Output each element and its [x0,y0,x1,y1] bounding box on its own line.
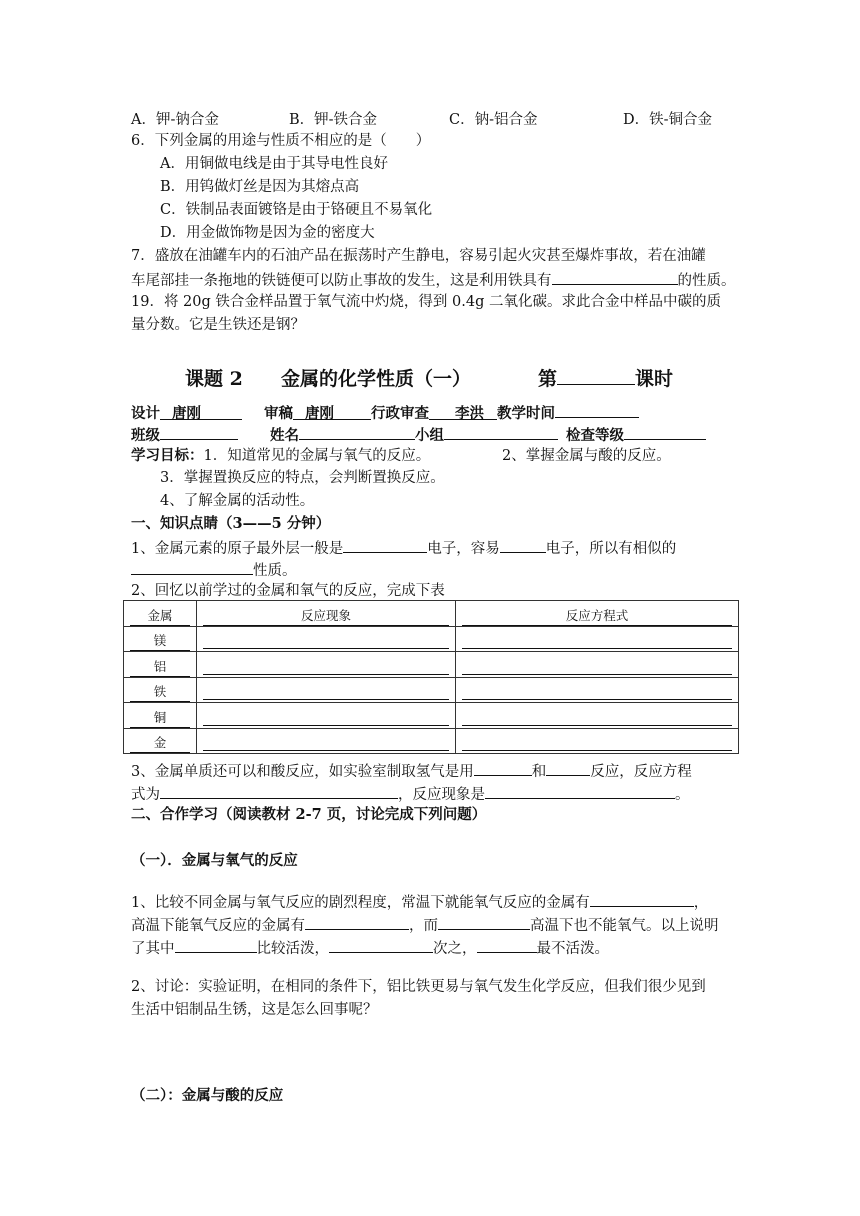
metal-name: 铝 [130,659,190,677]
lesson-period-blank[interactable] [557,366,635,385]
q19-line2: 量分数。它是生铁还是钢？ [131,317,305,333]
metal-name: 金 [130,735,190,753]
q7-blank[interactable] [552,269,678,285]
sec2-q1-blank-4[interactable] [175,937,257,953]
q7-line1: 7．盛放在油罐车内的石油产品在振荡时产生静电，容易引起火灾甚至爆炸事故，若在油罐 [131,248,706,264]
sec2-q2-line2: 生活中铝制品生锈，这是怎么回事呢？ [131,1002,378,1018]
metal-cell [124,728,197,754]
q6-choice-b: B．用钨做灯丝是因为其熔点高 [160,179,360,195]
metal-name: 铁 [130,684,190,702]
admin-value: 李洪 [429,404,497,420]
sec2-q1-text-g: 比较活泼， [256,941,329,957]
time-blank[interactable] [555,402,639,418]
goal-3: 3．掌握置换反应的特点，会判断置换反应。 [160,470,445,486]
lesson-period-label: 第 [538,368,558,390]
answer-line [462,696,732,700]
table-header-cell [456,601,739,627]
p3-text-b: 和 [531,764,547,780]
info-row-1 [131,402,639,424]
sec1-p2: 2、回忆以前学过的金属和氧气的反应，完成下表 [131,583,445,599]
sec2-heading: 二、合作学习（阅读教材 2-7 页，讨论完成下列问题） [131,806,487,823]
lesson-title [185,364,673,391]
equation-cell[interactable] [456,728,739,754]
answer-line [203,747,449,751]
equation-cell[interactable] [456,626,739,652]
answer-line [462,722,732,726]
lesson-number: 课题 2 [185,368,243,390]
table-header-cell [197,601,456,627]
answer-line [462,645,732,649]
info-row-2 [131,424,706,446]
sec1-p1-line1 [131,537,676,559]
answer-line [462,671,732,675]
sec1-p1-line2 [131,559,297,581]
q7-text-b: 的性质。 [677,273,736,289]
answer-line [203,722,449,726]
p3-text-a: 3、金属单质还可以和酸反应，如实验室制取氢气是用 [131,764,474,780]
table-header-label: 金属 [130,608,190,626]
answer-line [203,671,449,675]
table-header-row [124,601,739,627]
sec2-q1-text-h: 次之， [433,941,477,957]
metal-cell [124,677,197,703]
review-value: 唐刚 [293,404,371,420]
table-row [124,626,739,652]
goal-1: 1．知道常见的金属与氧气的反应。 [203,448,431,464]
sec1-heading: 一、知识点睛（3——5 分钟） [131,515,331,532]
sec1-p1-text-c: 电子，所以有相似的 [545,541,677,557]
q7-line2 [131,269,736,291]
design-value: 唐刚 [160,404,242,420]
answer-line [203,645,449,649]
q6-choice-c: C．铁制品表面镀铬是由于铬硬且不易氧化 [160,202,433,218]
option-b: B．钾-铁合金 [289,112,378,128]
sec2-q1-line3 [131,937,609,959]
sec2-q1-text-e: 高温下也不能氧气。以上说明 [530,918,719,934]
sec2-q1-blank-1[interactable] [590,891,694,907]
p3-line1 [131,760,692,782]
review-label: 审稿 [264,405,293,422]
phenomenon-cell[interactable] [197,728,456,754]
p3-text-f: 。 [675,787,690,803]
table-header-label: 反应方程式 [462,608,732,626]
sec2-q1-text-d: ，而 [409,918,438,934]
q7-text-a: 车尾部挂一条拖地的铁链便可以防止事故的发生，这是利用铁具有 [131,273,552,289]
phenomenon-cell[interactable] [197,626,456,652]
sec2-q1-line1 [131,891,708,913]
goal-4: 4、了解金属的活动性。 [160,493,315,509]
q19-line1: 19．将 20g 铁合金样品置于氧气流中灼烧，得到 0.4g 二氧化碳。求此合金中样品中碳的质 [131,294,721,310]
sec1-p1-blank-2[interactable] [500,537,546,553]
sec1-p1-text-b: 电子，容易 [427,541,500,557]
sec2-q1-text-f: 了其中 [131,941,175,957]
table-row [124,677,739,703]
sec2-sub1: （一）．金属与氧气的反应 [131,852,298,869]
sec2-sub2: （二）：金属与酸的反应 [131,1087,284,1104]
name-blank[interactable] [299,424,415,440]
sec2-q1-blank-5[interactable] [329,937,433,953]
q6-choice-a: A．用铜做电线是由于其导电性良好 [160,156,388,172]
metal-cell [124,703,197,729]
table-row [124,703,739,729]
sec1-p1-blank-3[interactable] [131,559,253,575]
sec2-q1-blank-2[interactable] [305,914,409,930]
lesson-name: 金属的化学性质（一） [281,368,472,390]
phenomenon-cell[interactable] [197,652,456,678]
sec2-q1-text-b: ， [693,895,709,911]
p3-text-d: 式为 [131,787,160,803]
name-label: 姓名 [270,427,299,444]
option-c: C．钠-铝合金 [449,112,538,128]
metal-oxygen-table [123,600,739,754]
sec2-q1-blank-3[interactable] [438,914,530,930]
sec2-q2-line1: 2、讨论：实验证明，在相同的条件下，铝比铁更易与氧气发生化学反应，但我们很少见到 [131,979,706,995]
table-header-cell [124,601,197,627]
time-label: 教学时间 [497,405,555,422]
answer-line [462,747,732,751]
equation-cell[interactable] [456,677,739,703]
grade-label: 检查等级 [566,427,624,444]
answer-line [203,696,449,700]
sec2-q1-text-a: 1、比较不同金属与氧气反应的剧烈程度，常温下就能氧气反应的金属有 [131,895,590,911]
group-label: 小组 [415,427,444,444]
table-row [124,652,739,678]
p3-blank-2[interactable] [546,760,590,776]
grade-blank[interactable] [624,424,706,440]
p3-blank-3[interactable] [160,783,398,799]
sec1-p1-blank-1[interactable] [343,537,427,553]
class-label: 班级 [131,427,160,444]
lesson-period-unit: 课时 [635,368,674,390]
sec1-p1-text-d: 性质。 [253,563,297,579]
class-blank[interactable] [160,424,238,440]
equation-cell[interactable] [456,703,739,729]
table-header-label: 反应现象 [203,608,449,626]
goals-label: 学习目标： [131,447,204,464]
q6-stem: 6．下列金属的用途与性质不相应的是（ ） [131,133,431,149]
sec2-q1-blank-6[interactable] [477,937,537,953]
equation-cell[interactable] [456,652,739,678]
sec1-p1-text-a: 1、金属元素的原子最外层一般是 [131,541,344,557]
metal-cell [124,626,197,652]
design-label: 设计 [131,405,160,422]
option-d: D．铁-铜合金 [623,112,713,128]
p3-text-c: 反应，反应方程 [590,764,692,780]
sec2-q1-text-c: 高温下能氧气反应的金属有 [131,918,305,934]
metal-name: 镁 [130,633,190,651]
p3-blank-1[interactable] [474,760,532,776]
goals-line-1 [131,446,430,466]
goal-2: 2、掌握金属与酸的反应。 [502,448,671,464]
option-a: A．钾-钠合金 [131,112,219,128]
p3-line2 [131,783,690,805]
metal-cell [124,652,197,678]
phenomenon-cell[interactable] [197,703,456,729]
p3-text-e: ，反应现象是 [398,787,485,803]
p3-blank-4[interactable] [485,783,675,799]
q6-choice-d: D．用金做饰物是因为金的密度大 [160,225,375,241]
group-blank[interactable] [444,424,558,440]
table-row [124,728,739,754]
metal-name: 铜 [130,710,190,728]
phenomenon-cell[interactable] [197,677,456,703]
sec2-q1-line2 [131,914,719,936]
admin-label: 行政审查 [371,405,429,422]
sec2-q1-text-i: 最不活泼。 [536,941,609,957]
